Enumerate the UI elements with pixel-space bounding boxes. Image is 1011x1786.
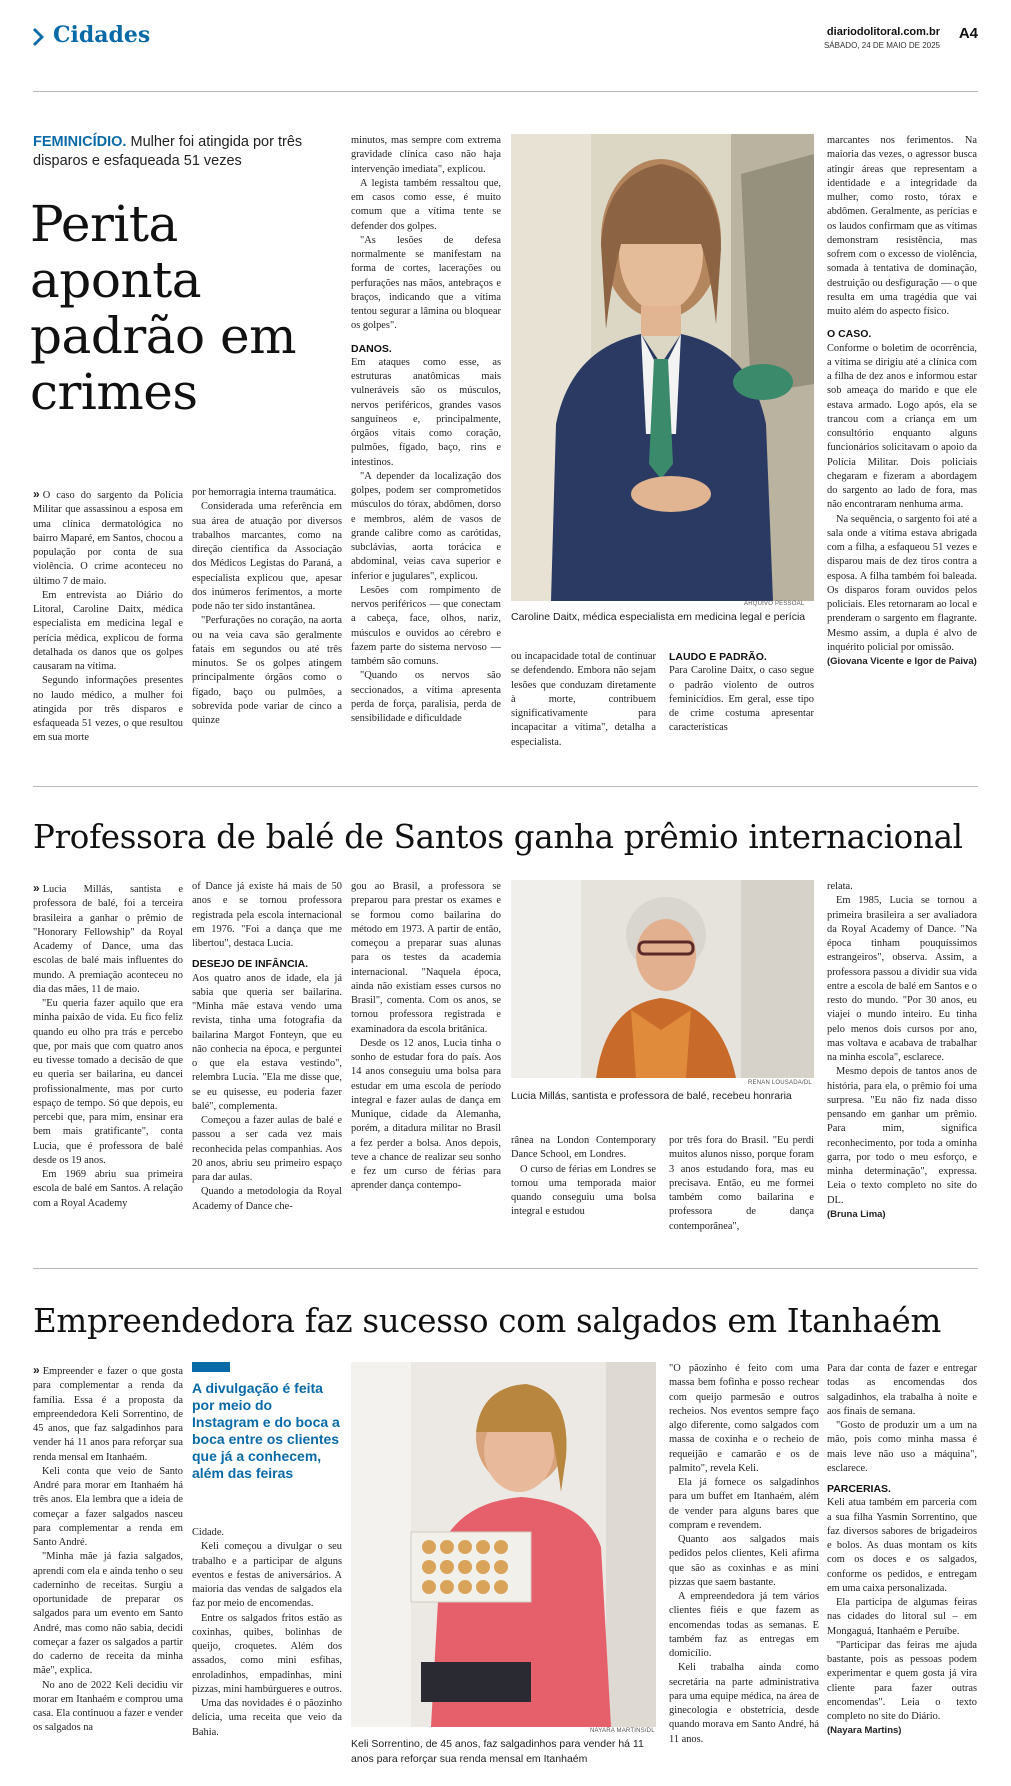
story1-byline: (Giovana Vicente e Igor de Paiva) [827, 656, 977, 668]
headline-line: aponta [30, 251, 202, 309]
page-number: A4 [958, 25, 978, 42]
story3-column-4: "O pãozinho é feito com uma massa bem fofinha e posso rechear com queijo parmesão e outros recheios. Nos eventos sempre faço algo diferente, como salgados com massa de coxinha e o recheio de requeijão e camarão e os de palmito", revela Keli. Ela já fornece os salgadinhos para um buffet em Itanhaém, além de vender para alguns bares que compram e revendem. Quanto aos salgados mais pedidos pelos clientes, Keli afirma que são as coxinhas e as mini pizzas que saem bastante. A empreendedora já tem vários clientes fiéis e que fazem as encomendas todas as semanas. E também faz as entregas em domicílio. Keli trabalha ainda como secretária na parte administrativa para uma equipe médica, na área de ginecologia e obstetrícia, desde quando morava em Santo André, há 11 anos. [669, 1363, 819, 1745]
story2-column-5: relata. Em 1985, Lucia se tornou a primeira brasileira a ser avaliadora da Royal Academy of Dance. "Na época tinham pouquíssimos estrangeiros", observa. Assim, a professora passou a dividir sua vida entre a escola de balé em Santos e o resto do mundo. "Por 30 anos, eu viajei o mundo inteiro. Eu tinha pelo menos dois cursos por ano, mas voltava e acabava de trabalhar na minha escola", esclarece. Mesmo depois de tantos anos de história, para ela, o prêmio foi uma surpresa. "Eu não fiz nada disso pensando em ganhar um prêmio. Para mim, significa reconhecimento, por toda a ominha garra, por todo o meu esforço, e minha determinação", expressa. Leia o texto completo no site do DL. (Bruna Lima) [827, 881, 977, 1220]
headline-line: Perita [30, 195, 178, 253]
keli-sorrentino-photo [351, 1362, 656, 1727]
subsection-heading: DANOS. [351, 342, 392, 355]
story3-photo-caption: Keli Sorrentino, de 45 anos, faz salgadinhos para vender há 11 anos para reforçar sua renda mensal em Itanhaém [351, 1738, 644, 1765]
story1-column-5: marcantes nos ferimentos. Na maioria das vezes, o agressor busca atingir áreas que representam a identidade e a integridade da mulher, como rosto, tórax e abdômen. Geralmente, as perícias e os laudos confirmam que as vítimas demonstram resistência, mas sofrem com o excesso de violência, somada à tentativa de dominação, destruição ou desfiguração — o que resulta em uma tragédia que vai muito além do aspecto físico. O CASO. Conforme o boletim de ocorrência, a vítima se dirigiu até a clínica com a filha de dez anos e informou estar sob ameaça do marido e que ele estava armado. Logo após, ela se trancou com a criança em um consultório enquanto alguns funcionários solicitavam o apoio da Polícia Militar. Dois policiais chegaram e fizeram a abordagem do sargento ao lado de fora, mas não encontraram nenhuma arma. Na sequência, o sargento foi até a sala onde a vítima estava abrigada com a filha, a esfaqueou 51 vezes e disparou mais de dez tiros contra a esposa. A filha também foi baleada. Os disparos foram ouvidos pelos policiais. Eles retornaram ao local e prenderam o sargento em flagrante. Mesmo assim, a dupla é alvo de inquérito policial por omissão. (Giovana Vicente e Igor de Paiva) [827, 135, 977, 668]
story1-below-photo-b: LAUDO E PADRÃO. Para Caroline Daitx, o caso segue o padrão violento de outros feminicídios. Em geral, esse tipo de crime costuma apresentar características [669, 651, 814, 734]
subsection-heading: DESEJO DE INFÂNCIA. [192, 958, 309, 971]
story1-subhead-line1: Mulher foi atingida por três [130, 134, 303, 150]
lead-mark-icon: » [33, 881, 40, 895]
story3-column-2: Cidade. Keli começou a divulgar o seu trabalho e a participar de alguns eventos e festas de aniversários. A maioria das vendas de salgados ela faz por meio de encomendas. Entre os salgados fritos estão as coxinhas, quibes, bolinhas de queijo, croquetes. Além dos assados, como mini esfihas, enroladinhos, empadinhas, mini pizzas, mini hambúrgueres e outros. Uma das novidades é o pãozinho delícia, uma receita que veio da Bahia. [192, 1527, 342, 1738]
story2-below-photo-b: por três fora do Brasil. "Eu perdi muitos alunos nisso, porque foram 3 anos estudando fora, mas eu precisava. Então, eu me formei também como bailarina e professora de dança contemporânea", [669, 1135, 814, 1232]
story2-byline: (Bruna Lima) [827, 1208, 886, 1220]
story3-pullquote: A divulgação é feita por meio do Instagram e do boca a boca entre os clientes que já a conhecem, além das feiras [192, 1380, 340, 1482]
story1-kicker: FEMINICÍDIO. [33, 134, 127, 150]
story2-photo-credit: RENAN LOUSADA/DL [748, 1080, 812, 1086]
story2-below-photo-a: rânea na London Contemporary Dance School, em Londres. O curso de férias em Londres se tornou uma temporada maior quando conseguiu uma bolsa integral e estudou [511, 1135, 656, 1218]
story1-photo-credit: ARQUIVO PESSOAL [744, 601, 805, 607]
subsection-heading: LAUDO E PADRÃO. [669, 651, 767, 663]
story-divider [33, 1268, 978, 1269]
header-divider [33, 91, 978, 92]
story2-photo-caption: Lucia Millás, santista e professora de balé, recebeu honraria [511, 1090, 792, 1102]
lead-mark-icon: » [33, 487, 40, 501]
story2-column-2: of Dance já existe há mais de 50 anos e se tornou professora registrada pela escola internacional em 1976. "Foi a dança que me libertou", destaca Lucia. DESEJO DE INFÂNCIA. Aos quatro anos de idade, ela já sabia que queria ser bailarina. "Minha mãe estava vendo uma revista, tinha uma fotografia da bailarina Margot Fonteyn, que eu não conhecia na época, e perguntei o que ela estava vestindo", relembra Lucia. "Ela me disse que, se eu quisesse, eu poderia fazer balé", complementa. Começou a fazer aulas de balé e passou a ser cada vez mais reconhecida pelas companhias. Aos 20 anos, abriu seu primeiro espaço para dar aulas. Quando a metodologia da Royal Academy of Dance che- [192, 881, 342, 1212]
story3-headline: Empreendedora faz sucesso com salgados em Itanhaém [33, 1302, 941, 1340]
site-url[interactable]: diariodolitoral.com.br [826, 26, 940, 38]
story1-photo-caption: Caroline Daitx, médica especialista em medicina legal e perícia [511, 611, 806, 623]
story3-photo-credit: NAYARA MARTINS/DL [590, 1728, 655, 1734]
story2-headline: Professora de balé de Santos ganha prêmio internacional [33, 818, 963, 856]
masthead [33, 22, 978, 62]
section-name[interactable]: Cidades [53, 22, 151, 48]
pullquote-bar [192, 1362, 230, 1372]
story2-column-3: gou ao Brasil, a professora se preparou para prestar os exames e se formou como bailarina do método em 1973. A partir de então, começou a preparar suas alunas para os testes da academia internacional. "Naquela época, ainda não existiam esses cursos no Brasil", comenta. Com os anos, se tornou professora registrada e examinadora da escola britânica. Desde os 12 anos, Lucia tinha o sonho de estudar fora do país. Aos 14 anos conseguiu uma bolsa para estudar em uma escola de período integral e fazer aulas de dança em Munique, cidade da Alemanha, porém, a ditadura militar no Brasil a fez perder a bolsa. Anos depois, teve a chance de realizar seu sonho e fez um curso de férias para aprender dança contempo- [351, 881, 501, 1192]
headline-line: crimes [30, 363, 198, 421]
story1-subhead [33, 133, 343, 171]
story3-byline: (Nayara Martins) [827, 1725, 902, 1737]
caroline-daitx-photo [511, 134, 814, 601]
section-chevron-icon [33, 26, 47, 48]
story-divider [33, 786, 978, 787]
story3-column-1: » Empreender e fazer o que gosta para complementar a renda da família. Essa é a proposta da empreendedora Keli Sorrentino, de 45 anos, que faz salgadinhos para vender há 11 anos para reforçar sua renda mensal em Itanhaém. Keli conta que veio de Santo André para morar em Itanhaém há três anos. Ela lembra que a ideia de começar a fazer salgados nasceu para complementar a renda em Santo André. "Minha mãe já fazia salgados, aprendi com ela e ainda tenho o seu caderninho de receitas. Surgiu a oportunidade de preparar os salgados para um evento em Santo André, mas como não sabia, decidi começar a fazer os salgados a partir do caderno de receita da minha mãe", explica. No ano de 2022 Keli decidiu vir morar em Itanhaém e comprou uma casa. Ela continuou a fazer e vender os salgados na [33, 1363, 183, 1734]
story1-below-photo-a: ou incapacidade total de continuar se defendendo. Embora não sejam lesões que conduzam diretamente à morte, contribuem significativamente para incapacitar a vítima", detalha a especialista. [511, 651, 656, 748]
lucia-millas-photo [511, 880, 814, 1078]
story3-column-5: Para dar conta de fazer e entregar todas as encomendas dos salgadinhos, ela trabalha à noite e aos finais de semana. "Gosto de produzir um a um na mão, pois como minha massa é mais leve não uso a máquina", esclarece. PARCERIAS. Keli atua também em parceria com a sua filha Yasmin Sorrentino, que faz diversos sabores de brigadeiros e bolos. As duas montam os kits com os doces e os salgados, conforme os pedidos, e entregam em uma caixa personalizada. Ela participa de algumas feiras nas cidades do litoral sul – em Mongaguá, Itanhaém e Peruíbe. "Participar das feiras me ajuda bastante, pois as pessoas podem experimentar e quem gosta já vira cliente para fazer outras encomendas". Leia o texto completo no site do Diário. (Nayara Martins) [827, 1363, 977, 1737]
story1-column-1: » O caso do sargento da Polícia Militar que assassinou a esposa em uma clínica dermatológica no bairro Maparé, em Santos, chocou a população por conta de sua violência. O crime aconteceu no último 7 de maio. Em entrevista ao Diário do Litoral, Caroline Daitx, médica especialista em medicina legal e perícia médica, explicou de forma detalhada os danos que os golpes causaram na vítima. Segundo informações presentes no laudo médico, a mulher foi atingida por três disparos e esfaqueada 51 vezes, o que resultou em sua morte [33, 487, 183, 744]
story1-column-3: minutos, mas sempre com extrema gravidade clínica caso não haja intervenção imediata", explicou. A legista também ressaltou que, em casos como esse, é muito comum que a vítima tente se defender dos golpes. "As lesões de defesa normalmente se manifestam na forma de cortes, lacerações ou perfurações nas mãos, antebraços e braços, indicando que a vítima tentou segurar a lâmina ou bloquear os golpes". DANOS. Em ataques como esse, as estruturas anatômicas mais vulneráveis são os músculos, nervos periféricos, grandes vasos sanguíneos e, principalmente, órgãos vitais como coração, pulmões, fígado, baço, rins e intestinos. "A depender da localização dos golpes, podem ser comprometidos músculos do tórax, abdômen, dorso e membros, além de vasos de grande calibre como as carótidas, subclávias, aorta torácica e abdominal, veias cava superior e inferior e jugulares", explicou. Lesões com rompimento de nervos periféricos — que conectam a cabeça, face, olhos, nariz, músculos e ouvidos ao cérebro e fazem parte do sistema nervoso — também são comuns. "Quando os nervos são seccionados, a vítima apresenta perda de força, paralisia, perda de sensibilidade e dificuldade [351, 135, 501, 725]
subsection-heading: PARCERIAS. [827, 1483, 891, 1495]
story2-column-1: » Lucia Millás, santista e professora de balé, foi a terceira brasileira a ganhar o prêmio de "Honorary Fellowship" da Royal Academy of Dance, uma das escolas de balé mais influentes do mundo. A premiação aconteceu no dia das mães, 11 de maio. "Eu queria fazer aquilo que era minha paixão de vida. Eu fico feliz quando eu olho pra trás e percebo que, por mais que com quatro anos eu tivesse tomado a decisão de que eu queria ser bailarina, eu dancei profissionalmente, mas por curto espaço de tempo. Só que depois, eu percebi que, para mim, ensinar era bem mais gratificante", conta Lucia, que é professora de balé desde os 19 anos. Em 1969 abriu sua primeira escola de balé em Santos. A relação com a Royal Academy [33, 881, 183, 1209]
headline-line: padrão em [30, 307, 297, 365]
story1-headline [30, 196, 340, 420]
story1-column-2: por hemorragia interna traumática. Considerada uma referência em sua área de atuação por diversos trabalhos marcantes, como na direção científica da Associação dos Médicos Legistas do Paraná, a especialista explicou que, apesar dos inúmeros ferimentos, a morte pode não ter sido instantânea. "Perfurações no coração, na aorta ou na veia cava são geralmente fatais em segundos ou até três minutos. Se os golpes atingem principalmente órgãos como o fígado, baço ou pulmões, a sobrevida pode variar de cinco a quinze [192, 487, 342, 726]
lead-mark-icon: » [33, 1363, 40, 1377]
subsection-heading: O CASO. [827, 328, 872, 341]
story1-subhead-line2: disparos e esfaqueada 51 vezes [33, 152, 242, 169]
issue-date: SÁBADO, 24 DE MAIO DE 2025 [823, 41, 940, 50]
